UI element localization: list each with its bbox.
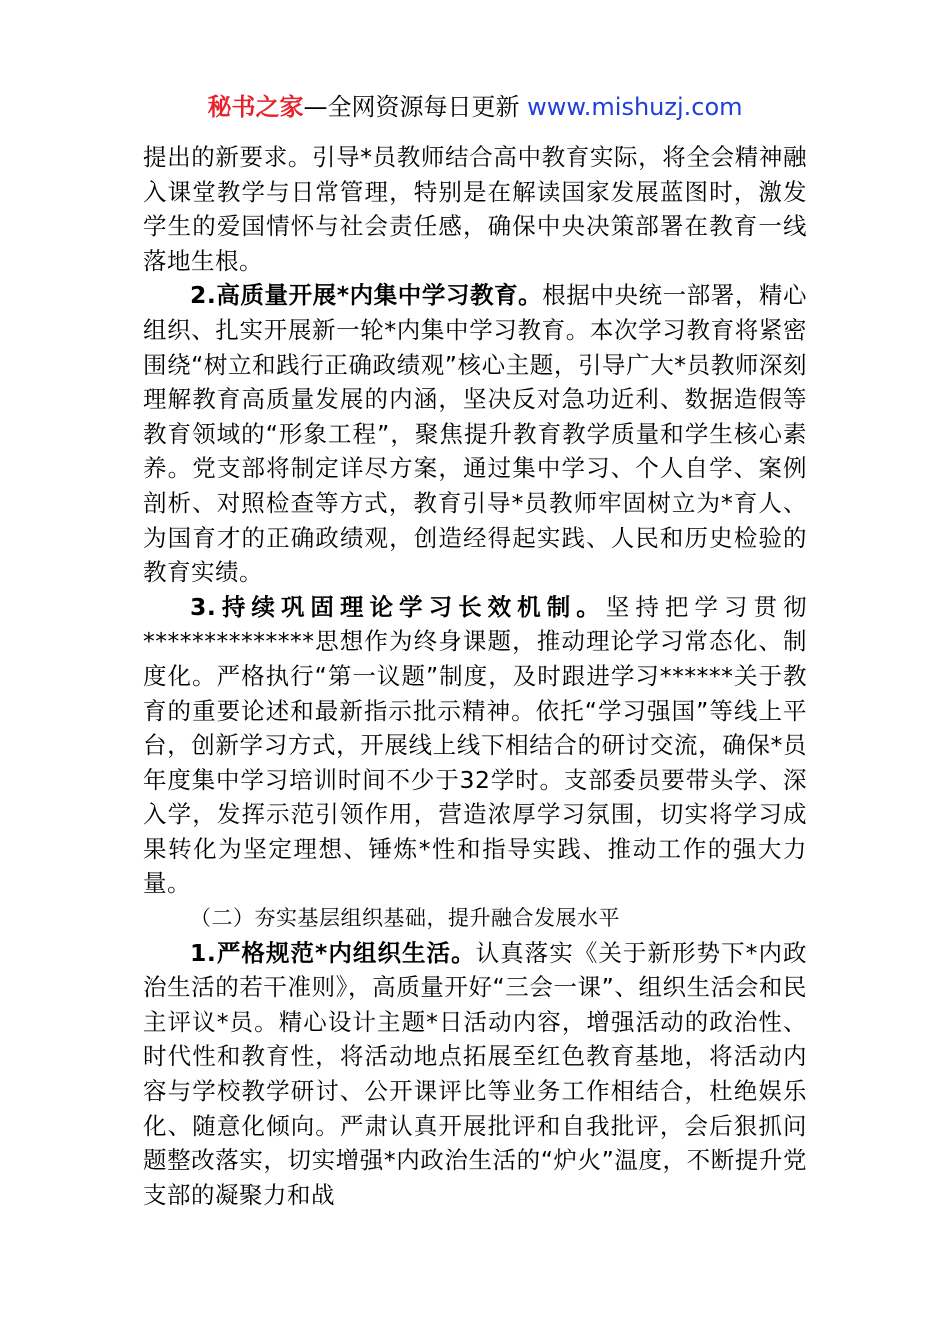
- document-body: [143, 140, 807, 1212]
- paragraph-heading: 1.严格规范*内组织生活。: [190, 938, 476, 967]
- paragraph-text: 根据中央统一部署，精心组织、扎实开展新一轮*内集中学习教育。本次学习教育将紧密围绕“树立和践行正确政绩观”核心主题，引导广大*员教师深刻理解教育高质量发展的内涵，坚决反对急功近利、数据造假等教育领域的“形象工程”，聚焦提升教育教学质量和学生核心素养。党支部将制定详尽方案，通过集中学习、个人自学、案例剖析、对照检查等方式，教育引导*员教师牢固树立为*育人、为国育才的正确政绩观，创造经得起实践、人民和历史检验的教育实绩。: [143, 281, 808, 587]
- site-url: www.mishuzj.com: [527, 93, 743, 121]
- subsection-title: （二）夯实基层组织基础，提升融合发展水平: [190, 906, 620, 931]
- paragraph-heading: 3.持续巩固理论学习长效机制。: [190, 592, 606, 621]
- site-header: [0, 92, 950, 122]
- paragraph-item-3: [143, 590, 807, 901]
- paragraph-continuation: [143, 140, 807, 278]
- paragraph-item-2: [143, 278, 807, 589]
- paragraph-heading: 2.高质量开展*内集中学习教育。: [190, 281, 543, 310]
- paragraph-item-1: [143, 936, 807, 1213]
- paragraph-text: 认真落实《关于新形势下*内政治生活的若干准则》，高质量开好“三会一课”、组织生活会和民主评议*员。精心设计主题*日活动内容，增强活动的政治性、时代性和教育性，将活动地点拓展至红色教育基地，将活动内容与学校教学研讨、公开课评比等业务工作相结合，杜绝娱乐化、随意化倾向。严肃认真开展批评和自我批评，会后狠抓问题整改落实，切实增强*内政治生活的“炉火”温度，不断提升党支部的凝聚力和战: [143, 938, 807, 1209]
- brand-name: 秘书之家: [207, 93, 304, 121]
- paragraph-text: 提出的新要求。引导*员教师结合高中教育实际，将全会精神融入课堂教学与日常管理，特别是在解读国家发展蓝图时，激发学生的爱国情怀与社会责任感，确保中央决策部署在教育一线落地生根。: [143, 143, 807, 275]
- paragraph-text: 坚持把学习贯彻**************思想作为终身课题，推动理论学习常态化、制度化。严格执行“第一议题”制度，及时跟进学习******关于教育的重要论述和最新指示批示精神。依托“学习强国”等线上平台，创新学习方式，开展线上线下相结合的研讨交流，确保*员年度集中学习培训时间不少于32学时。支部委员要带头学、深入学，发挥示范引领作用，营造浓厚学习氛围，切实将学习成果转化为坚定理想、锤炼*性和指导实践、推动工作的强大力量。: [143, 592, 807, 898]
- header-tagline: —全网资源每日更新: [303, 93, 528, 121]
